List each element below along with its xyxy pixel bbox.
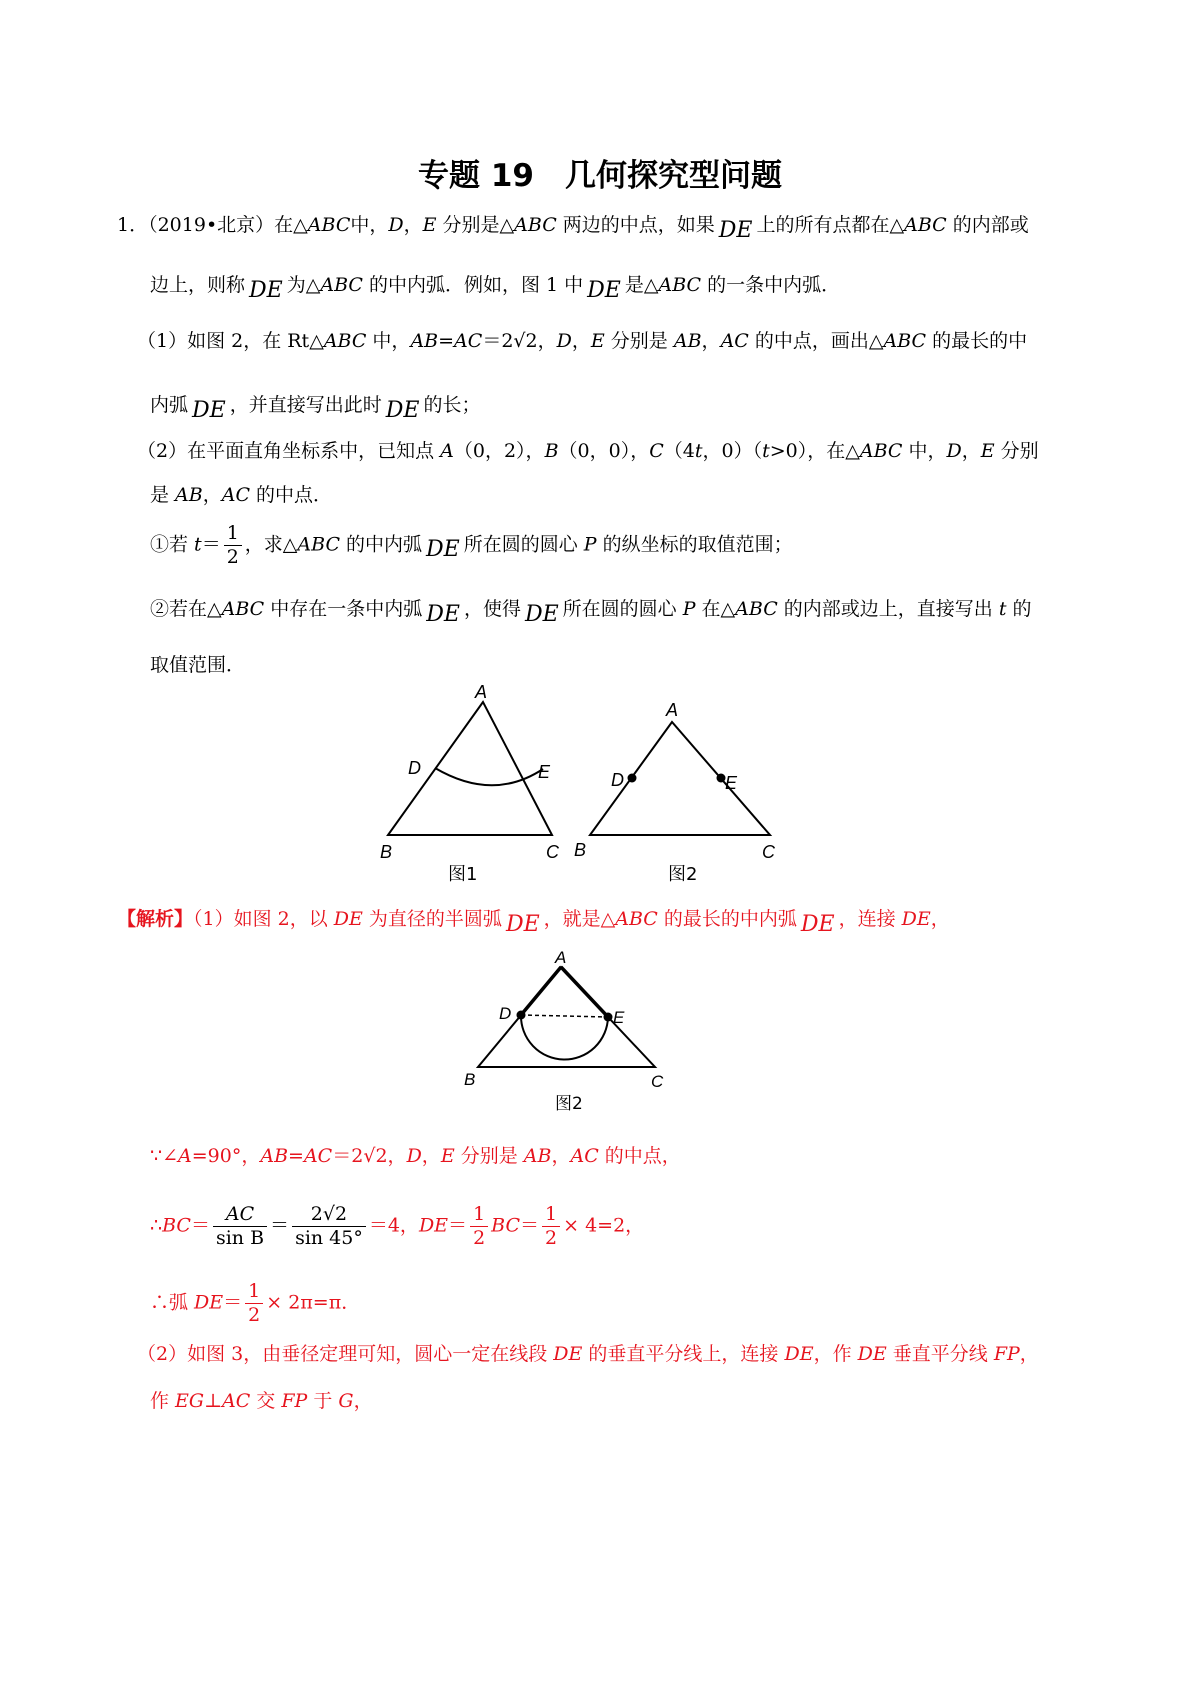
part2-line-1 <box>137 440 1039 463</box>
text: 中， <box>902 440 947 462</box>
fraction-half <box>470 1203 488 1250</box>
figure-3 <box>455 945 705 1120</box>
text: ＝ <box>448 1214 468 1237</box>
text: 在△ <box>695 598 736 620</box>
text: AB=AC <box>410 330 483 352</box>
text: P <box>682 598 696 620</box>
label-d-fig3: D <box>499 1004 512 1023</box>
text: ， <box>403 214 423 236</box>
arc-symbol: DE <box>249 278 283 303</box>
text: C <box>649 440 664 462</box>
text: 作 <box>150 1390 176 1412</box>
text: ＝ <box>190 1214 210 1237</box>
text: ABC <box>904 214 947 236</box>
text: BC <box>162 1214 191 1237</box>
text: 分别是△ <box>436 214 515 236</box>
part1-line-1 <box>137 330 1027 353</box>
arc-symbol: DE <box>505 912 540 937</box>
text: ②若在△ <box>150 598 222 620</box>
text: ＝ <box>520 1214 540 1237</box>
fraction-2sqrt2-sin45 <box>292 1203 366 1250</box>
point-e-fig3 <box>604 1013 613 1022</box>
label-a-fig1: A <box>475 682 488 702</box>
arc-symbol: DE <box>426 602 460 627</box>
text: B <box>544 440 559 462</box>
fraction-numerator: 1 <box>542 1203 560 1227</box>
text: t <box>194 533 202 556</box>
text: 的 <box>1006 598 1032 620</box>
text: t <box>694 440 703 462</box>
sqrt-expression: 2√2 <box>501 330 538 352</box>
solution-line-2 <box>150 1145 681 1168</box>
text: 于 <box>307 1390 339 1412</box>
fraction-denominator: 2 <box>545 1226 558 1249</box>
text: >0），在△ <box>769 440 860 462</box>
point-d-fig3 <box>517 1011 526 1020</box>
text: ，0）（ <box>702 440 763 462</box>
label-d-fig1: D <box>408 758 421 778</box>
text: ， <box>202 484 222 506</box>
fraction-ac-sinb <box>213 1203 267 1250</box>
text: 的内部或 <box>946 214 1029 236</box>
text: DE <box>194 1291 224 1314</box>
text: AC <box>570 1145 599 1167</box>
text: 为△ <box>286 274 321 296</box>
fraction-numerator: AC <box>213 1203 267 1227</box>
arc-symbol: DE <box>426 537 460 563</box>
text: ∴ <box>150 1214 163 1237</box>
text: FP <box>281 1390 308 1412</box>
label-d-fig2: D <box>611 770 624 790</box>
text: 中存在一条中内弧 <box>264 598 423 620</box>
fraction-denominator: sin B <box>215 1226 265 1249</box>
text: AB <box>673 330 702 352</box>
text: × 2π=π． <box>266 1291 361 1314</box>
text: ABC <box>221 598 265 620</box>
text: AC <box>221 484 251 506</box>
text: ， <box>701 330 721 352</box>
text: × 4=2， <box>563 1214 645 1237</box>
arc-symbol: DE <box>524 602 559 627</box>
text: ABC <box>307 214 351 236</box>
arc-symbol: DE <box>385 398 420 423</box>
text: DE <box>901 908 931 930</box>
text: ABC <box>514 214 557 236</box>
text: 的一条中内弧． <box>701 274 841 296</box>
text: 为直径的半圆弧 <box>362 908 502 930</box>
text: 的中点，画出△ <box>748 330 884 352</box>
text: 的最长的中内弧 <box>657 908 797 930</box>
text: 分别是 <box>454 1145 524 1167</box>
segment-ae-fig3 <box>561 967 608 1017</box>
fraction-denominator: 2 <box>226 545 239 568</box>
subquestion-2-line-1 <box>150 596 1032 627</box>
text: ABC <box>735 598 778 620</box>
text: D <box>406 1145 422 1167</box>
text: 分别 <box>994 440 1039 462</box>
text: 是△ <box>624 274 659 296</box>
text: ， <box>537 330 557 352</box>
label-a-fig2: A <box>666 700 679 720</box>
subquestion-2-line-2: 取值范围． <box>150 654 246 676</box>
fraction-numerator: 1 <box>224 522 242 546</box>
text: 上的所有点都在△ <box>756 214 905 236</box>
text: AB <box>523 1145 552 1167</box>
fraction-denominator: 2 <box>248 1303 261 1326</box>
problem-line-1 <box>117 212 1029 243</box>
text: ABC <box>320 274 363 296</box>
solution-line-1 <box>117 906 950 937</box>
text: DE <box>333 908 363 930</box>
text: 的内部或边上，直接写出 <box>777 598 999 620</box>
label-e-fig3: E <box>613 1008 625 1027</box>
text: D <box>946 440 962 462</box>
label-e-fig2: E <box>725 773 738 793</box>
text: 的纵坐标的取值范围； <box>596 533 793 556</box>
text: （1）如图 2，在 Rt△ <box>137 330 324 352</box>
text: E <box>422 214 437 236</box>
text: ABC <box>615 908 658 930</box>
label-a-fig3: A <box>555 948 567 967</box>
text: G <box>338 1390 354 1412</box>
text: ，就是△ <box>543 908 616 930</box>
label-b-fig1: B <box>380 842 393 862</box>
text: ∵∠ <box>150 1145 179 1167</box>
text: E <box>590 330 605 352</box>
semicircle-arc-fig3 <box>521 1015 608 1060</box>
text: D <box>556 330 572 352</box>
label-e-fig1: E <box>538 762 551 782</box>
text: 是 <box>150 484 176 506</box>
text: ，并直接写出此时 <box>229 394 382 416</box>
text: t <box>762 440 770 462</box>
text: 的中内弧．例如，图 1 中 <box>362 274 584 296</box>
text: （0，2）， <box>453 440 545 462</box>
text: ABC <box>323 330 367 352</box>
text: DE <box>857 1343 887 1365</box>
text: t <box>998 598 1007 620</box>
text: 所在圆的圆心 <box>562 598 683 620</box>
text: （2）如图 3，由垂径定理可知，圆心一定在线段 <box>137 1343 554 1365</box>
text: ＝4， <box>368 1214 419 1237</box>
arc-symbol: DE <box>718 218 753 243</box>
text: AB=AC <box>260 1145 333 1167</box>
fraction-denominator: 2 <box>473 1226 486 1249</box>
text: 的中内弧 <box>340 533 423 556</box>
fraction-numerator: 2√2 <box>292 1203 366 1227</box>
solution-line-3 <box>150 1203 644 1250</box>
text: （0，0）， <box>558 440 650 462</box>
problem-source: （2019•北京） <box>148 214 275 236</box>
text: ， <box>571 330 591 352</box>
solution-line-4 <box>150 1280 360 1327</box>
arc-symbol: DE <box>800 912 835 937</box>
text: 的最长的中 <box>926 330 1028 352</box>
fraction-numerator: 1 <box>470 1203 488 1227</box>
arc-symbol: DE <box>192 398 226 423</box>
text: 的垂直平分线上，连接 <box>582 1343 785 1365</box>
problem-number: 1． <box>117 214 149 236</box>
fraction-denominator: sin 45° <box>295 1226 363 1249</box>
label-c-fig3: C <box>651 1072 664 1091</box>
segment-ad-fig3 <box>521 967 561 1015</box>
text: A <box>440 440 454 462</box>
text: DE <box>553 1343 583 1365</box>
text: ， <box>551 1145 571 1167</box>
text: 的中点． <box>250 484 333 506</box>
text: ⊥ <box>204 1390 222 1412</box>
text: 交 <box>250 1390 282 1412</box>
text: ，连接 <box>838 908 902 930</box>
text: EG <box>175 1390 205 1412</box>
page-title: 专题 19 几何探究型问题 <box>418 158 782 194</box>
text: ， <box>387 1145 407 1167</box>
text: ABC <box>859 440 903 462</box>
text: ， <box>353 1390 373 1412</box>
text: 两边的中点，如果 <box>556 214 715 236</box>
text: D <box>388 214 404 236</box>
text: A <box>178 1145 192 1167</box>
part2-line-2 <box>150 484 332 507</box>
label-b-fig3: B <box>464 1070 476 1089</box>
text: E <box>980 440 995 462</box>
solution-line-5 <box>137 1343 1039 1366</box>
text: ， <box>1019 1343 1039 1365</box>
text: 分别是 <box>604 330 674 352</box>
point-d-fig2 <box>628 774 637 783</box>
text: 的中点， <box>598 1145 681 1167</box>
sqrt-expression: 2√2 <box>351 1145 388 1167</box>
text: =90°， <box>191 1145 261 1167</box>
fraction-half-3 <box>245 1280 263 1327</box>
solution-line-6 <box>150 1390 373 1413</box>
dashed-de-fig3 <box>521 1015 608 1017</box>
caption-fig3: 图2 <box>555 1094 583 1114</box>
text: ＝ <box>223 1291 243 1314</box>
text: 中， <box>366 330 411 352</box>
arc-symbol: DE <box>587 278 621 303</box>
text: ＝ <box>270 1214 290 1237</box>
text: ＝ <box>201 533 221 556</box>
problem-line-2 <box>150 272 841 303</box>
label-b-fig2: B <box>574 840 587 860</box>
text: 内弧 <box>150 394 189 416</box>
text: AC <box>221 1390 251 1412</box>
text: （2）在平面直角坐标系中，已知点 <box>137 440 441 462</box>
solution-tag: 【解析】 <box>117 908 194 930</box>
fraction-numerator: 1 <box>245 1280 263 1304</box>
text: AB <box>175 484 203 506</box>
text: ABC <box>883 330 927 352</box>
text: ①若 <box>150 533 195 556</box>
part1-line-2 <box>150 392 481 423</box>
text: ＝ <box>332 1145 352 1167</box>
text: ，求△ <box>244 533 298 556</box>
label-c-fig1: C <box>546 842 559 862</box>
text: ＝ <box>482 330 502 352</box>
arc-de-fig1 <box>435 768 543 785</box>
text: ABC <box>297 533 340 556</box>
caption-fig2: 图2 <box>668 864 698 885</box>
label-c-fig2: C <box>762 842 775 862</box>
text: ，使得 <box>463 598 521 620</box>
text: 垂直平分线 <box>886 1343 994 1365</box>
text: AC <box>720 330 749 352</box>
figure-2 <box>574 700 776 885</box>
text: （1）如图 2，以 <box>193 908 334 930</box>
text: FP <box>993 1343 1020 1365</box>
text: 所在圆的圆心 <box>463 533 584 556</box>
text: DE <box>418 1214 449 1237</box>
text: ABC <box>658 274 702 296</box>
fraction-half-2 <box>542 1203 560 1250</box>
text: BC <box>491 1214 521 1237</box>
figures-1-2 <box>380 680 860 890</box>
text: E <box>440 1145 455 1167</box>
text: ， <box>930 908 950 930</box>
text: ∴弧 <box>150 1291 195 1314</box>
subquestion-1 <box>150 522 793 569</box>
text: （4 <box>663 440 695 462</box>
fraction <box>224 522 242 569</box>
text: P <box>583 533 597 556</box>
text: ， <box>961 440 981 462</box>
caption-fig1: 图1 <box>448 864 478 885</box>
figure-1 <box>380 682 560 885</box>
text: 的长； <box>423 394 481 416</box>
text: ，作 <box>813 1343 858 1365</box>
text: 中， <box>350 214 389 236</box>
text: 在△ <box>274 214 308 236</box>
text: 边上，则称 <box>150 274 246 296</box>
text: ， <box>421 1145 441 1167</box>
text: DE <box>784 1343 814 1365</box>
